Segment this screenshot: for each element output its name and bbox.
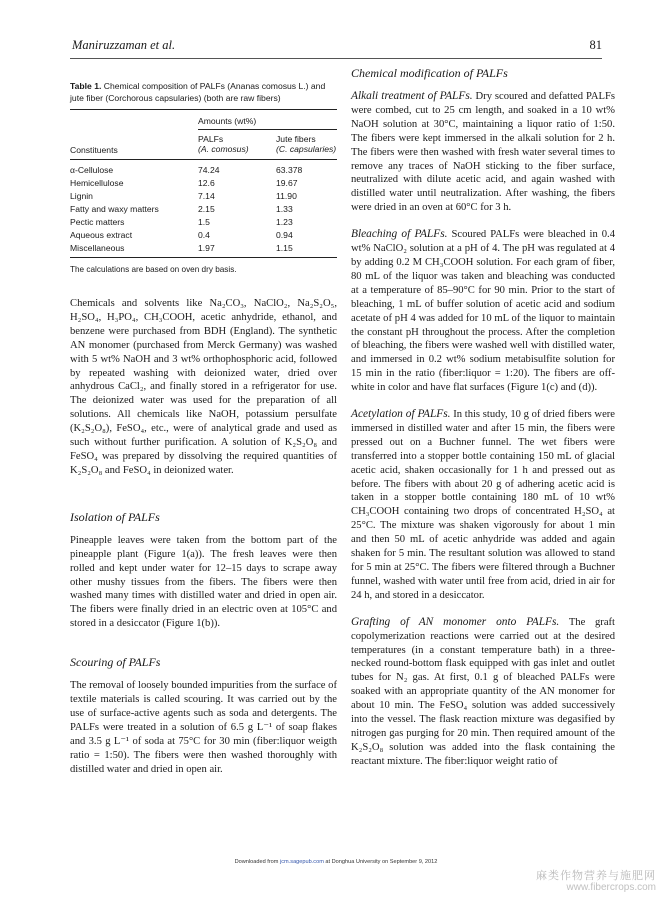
acetylation-text: In this study, 10 g of dried fibers were immersed in distilled water and after 15 min, the fibers were pressed out on a Buchner funnel. The wet fibers were transferred into a stopper bottle containing 150 mL of glacial acetic acid, shaken occasionally for 1 h and pressed out as before. The fibers with about 20 g of adhering acetic acid is taken in a stopper bottle containing 180 mL of 10 wt% CH₃COOH containing two drops of concentrated H₂SO₄ at 25°C. The mixture was shaken vigorously for about 1 min and then 50 mL of acetic anhydride was added and again shaken for 5 min. The resultant solution was allowed to stand for 5 min at 25°C. The fibers were filtered through a Buchner funnel, washed with water until free from acid, dried in air for 24 h, and stored in a desiccator.: [351, 409, 615, 601]
table-header-row-1: [70, 110, 337, 130]
table-row: Pectic matters 1.5 1.23: [70, 217, 293, 227]
table-row: α-Cellulose 74.24 63.378: [70, 165, 303, 175]
footer-link[interactable]: jcm.sagepub.com: [280, 859, 324, 865]
right-column: [351, 66, 615, 769]
col-jute-sub: (C. capsularies): [276, 144, 337, 154]
alkali-paragraph: [351, 90, 615, 215]
col-jute-label: Jute fibers: [276, 134, 316, 144]
table-footnote: The calculations are based on oven dry basis.: [70, 265, 237, 274]
col-constituents: Constituents: [70, 144, 118, 155]
col-palf: [198, 130, 276, 160]
table-caption-text: Chemical composition of PALFs (Ananas comosus L.) and jute fiber (Corchorous capsularies) (both are raw fibers): [70, 81, 326, 103]
composition-table: [70, 109, 337, 258]
col-palf-sub: (A. comosus): [198, 144, 249, 154]
scouring-heading: Scouring of PALFs: [70, 655, 161, 670]
watermark-chinese: 麻类作物营养与施肥网: [536, 870, 656, 882]
col-palf-label: PALFs: [198, 134, 224, 144]
running-header-author: Maniruzzaman et al.: [72, 38, 176, 52]
bleaching-paragraph: [351, 228, 615, 395]
grafting-text: The graft copolymerization reactions were carried out at the desired temperatures (in a constant temperature bath) in a three-necked round-bottom flask equipped with gas inlet and outlet tubes for N₂ gas. At first, 0.1 g of bleached PALFs were soaked with an appropriate quantity of the AN monomer for about 10 min. The FeSO₄ solution was added successively into the vessel. The flask reaction mixture was degasified by nitrogen gas purging for 20 min. Then required amount of the K₂S₂O₈ solution was added into the flask containing the reactant mixture. The fiber:liquor weight ratio of: [351, 616, 616, 767]
watermark-url: www.fibercrops.com: [566, 882, 656, 893]
table-header-row-2: [70, 130, 337, 160]
isolation-heading: Isolation of PALFs: [70, 509, 160, 524]
bleaching-text: Scoured PALFs were bleached in 0.4 wt% NaClO₂ solution at a pH of 4. The pH was regulated at 4 by adding 0.2 M CH₃COOH solution. For each gram of fiber, 80 mL of the liquor was taken and bleaching was conducted at a temperature of 85–90°C for 90 min. Prior to the start of bleaching, 1 mL of buffer solution of acetic acid and sodium acetate of pH 4 was added for 10 mL of the liquor to maintain the constant pH throughout the process. After the completion of bleaching, the fibers were washed well with distilled water, and immersed in 0.2 wt% sodium metabisulfite solution for 15 min in the ratio (fiber:liquor = 1:20). The fibers are off-white in color and have flat surfaces (Figure 1(c) and (d)).: [351, 229, 616, 394]
isolation-paragraph: Pineapple leaves were taken from the bottom part of the pineapple plant (Figure 1(a)). The fresh leaves were then rolled and kept under water for 12–15 days to scrape away other mushy tissues from the fibers. The fibers were then washed many times with distilled water and dried in open air. The fibers were finally dried in an electric oven at 105°C and stored in a desiccator (Figure 1(b)).: [70, 534, 337, 630]
chemicals-paragraph: Chemicals and solvents like Na₂CO₃, NaClO₂, Na₂S₂O₅, H₂SO₄, H₃PO₄, CH₃COOH, acetic anhydride, ethanol, and benzene were purchased from BDH (England). The synthetic AN monomer (purchased from Merck Germany) was washed with 5 wt% NaOH and 3 wt% orthophosphoric acid, followed by repeated washing with deionized water, dried over anhydrous CaCl₂, and finally stored in a refrigerator for use. The deionized water was used for the preparation of all solutions. All chemicals like NaOH, potassium persulfate (K₂S₂O₈), FeSO₄, etc., were of analytical grade and used as such without further purification. A solution of K₂S₂O₈ and FeSO₄ was prepared by dissolving the required quantities of K₂S₂O₈ and FeSO₄ in deionized water.: [70, 298, 337, 476]
left-column: [70, 80, 337, 776]
table-row: Aqueous extract 0.4 0.94: [70, 230, 293, 240]
table-caption: [70, 80, 337, 104]
table-1: [70, 80, 337, 274]
amounts-header: Amounts (wt%): [198, 110, 337, 130]
table-row: Miscellaneous 1.97 1.15: [70, 243, 337, 258]
alkali-subheading: Alkali treatment of PALFs.: [351, 90, 473, 102]
footer-prefix: Downloaded from: [234, 859, 279, 865]
page-number: 81: [589, 38, 602, 52]
acetylation-paragraph: [351, 408, 615, 603]
table-row: Lignin 7.14 11.90: [70, 191, 297, 201]
grafting-subheading: Grafting of AN monomer onto PALFs.: [351, 615, 560, 628]
acetylation-subheading: Acetylation of PALFs.: [351, 408, 451, 421]
table-row: Fatty and waxy matters 2.15 1.33: [70, 204, 293, 214]
download-footer: [0, 859, 672, 865]
chemical-modification-heading: Chemical modification of PALFs: [351, 66, 508, 80]
table-row: Hemicellulose 12.6 19.67: [70, 178, 298, 188]
header-rule: [70, 58, 602, 59]
alkali-text: Dry scoured and defatted PALFs were combed, cut to 25 cm length, and soaked in a 10 wt% NaOH solution at 30°C, maintaining a liquor ratio of 1:50. The fibers were kept immersed in the alkali solution for 2 h. The fibers were then washed with fresh water several times to remove any traces of NaOH sticking to the fiber surface, neutralized with dilute acetic acid, and again washed with distilled water until neutralization. After washing, the fibers were dried in an oven at 60°C for 3 h.: [351, 91, 615, 214]
bleaching-subheading: Bleaching of PALFs.: [351, 228, 448, 241]
table-caption-label: Table 1.: [70, 81, 102, 91]
scouring-paragraph: The removal of loosely bounded impurities from the surface of textile materials is called scouring. It was carried out by the use of surface-active agents such as soda and detergents. The PALFs were treated in a solution of 6.5 g L⁻¹ of soap flakes and 3.5 g L⁻¹ of soda at 75°C for 30 min (fiber:liquor weigth ratio = 1:50). The fibers were then washed thoroughly with distilled water and dried in open air.: [70, 680, 337, 775]
footer-suffix: at Donghua University on September 9, 2012: [325, 859, 438, 865]
col-jute: [276, 130, 337, 160]
grafting-paragraph: [351, 616, 615, 769]
